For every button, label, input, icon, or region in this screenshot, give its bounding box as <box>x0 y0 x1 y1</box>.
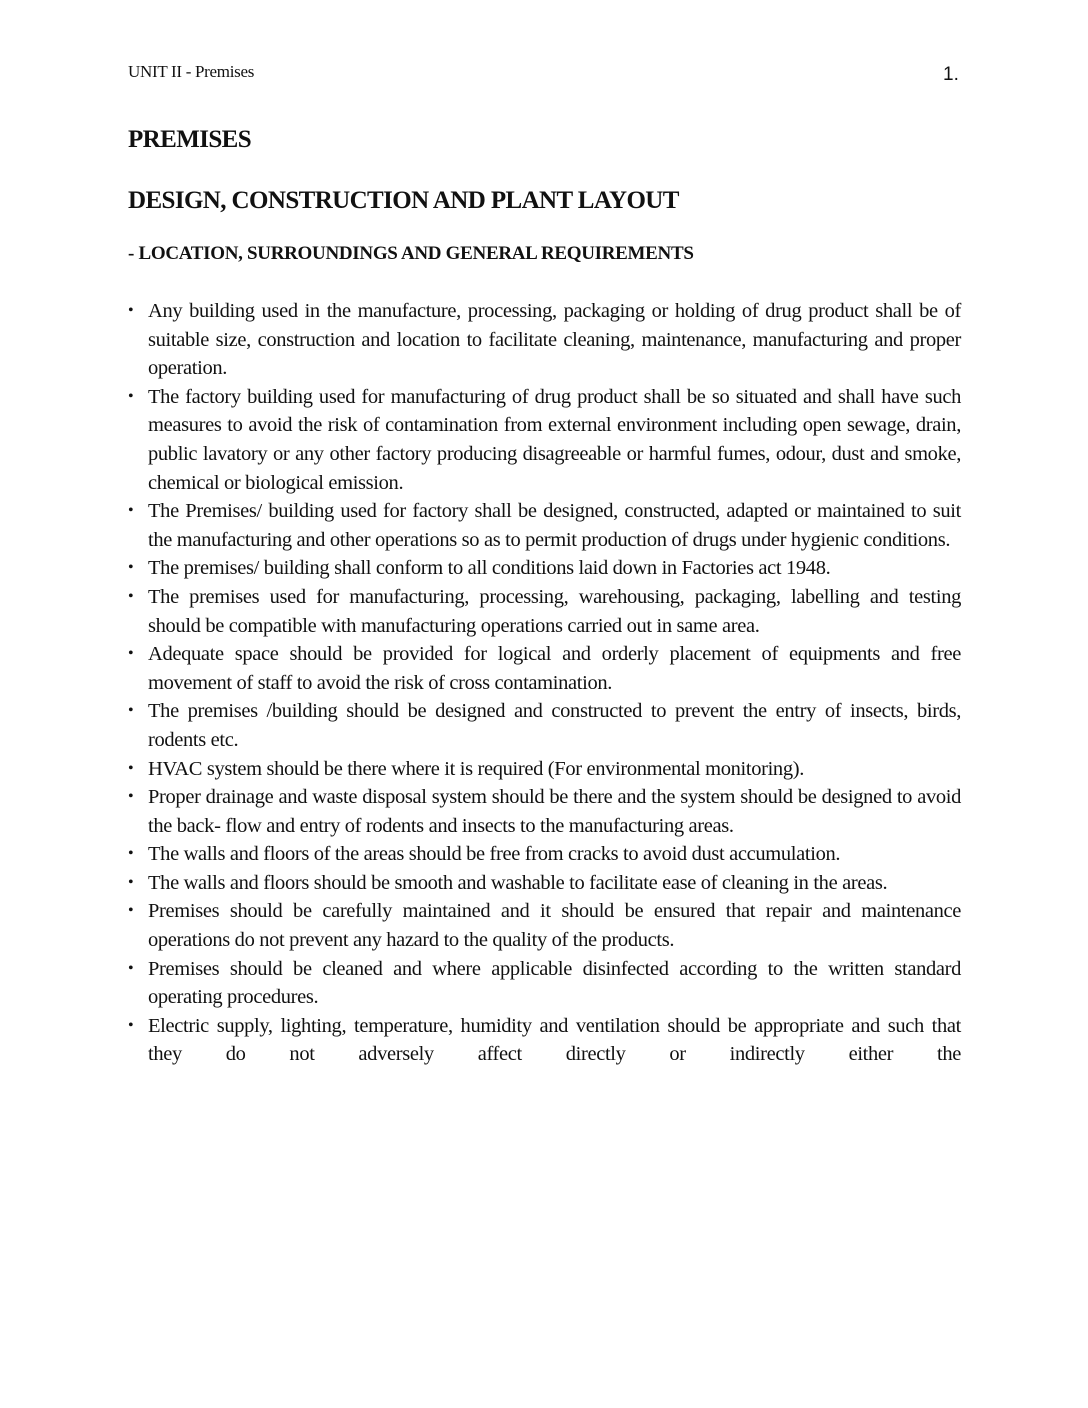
list-item-text: The factory building used for manufacturing of drug product shall be so situated and shall have such measures to avoid the risk of contamination from external environment including open sewage, drain, public lavatory or any other factory producing disagreeable or harmful fumes, odour, dust and smoke, chemical or biological emission. <box>148 385 961 494</box>
list-item <box>128 383 961 497</box>
bullet-icon: • <box>128 702 134 720</box>
bullet-icon: • <box>128 502 134 520</box>
bullet-icon: • <box>128 302 134 319</box>
bullet-icon: • <box>128 759 134 777</box>
list-item <box>128 783 961 840</box>
list-item-text: Proper drainage and waste disposal system should be there and the system should be designed to avoid the back- flow and entry of rodents and insects to the manufacturing areas. <box>148 786 961 837</box>
list-item <box>128 755 961 784</box>
list-item-text: Premises should be cleaned and where applicable disinfected according to the written standard operating procedures. <box>148 957 961 1009</box>
list-item <box>128 869 961 898</box>
list-item-text: The premises used for manufacturing, processing, warehousing, packaging, labelling and testing should be compatible with manufacturing operations carried out in same area. <box>148 585 961 637</box>
bullet-icon: • <box>128 645 134 663</box>
list-item <box>128 640 961 697</box>
list-item-text: Premises should be carefully maintained and it should be ensured that repair and maintenance operations do not prevent any hazard to the quality of the products. <box>148 900 961 952</box>
list-item-text: Electric supply, lighting, temperature, humidity and ventilation should be appropriate and such that they do not adversely affect directly or indirectly either the <box>148 1014 961 1066</box>
list-item-text: Any building used in the manufacture, processing, packaging or holding of drug product shall be of suitable size, construction and location to facilitate cleaning, maintenance, manufacturing and proper operation. <box>148 300 961 380</box>
list-item-text: The premises/ building shall conform to all conditions laid down in Factories act 1948. <box>148 557 831 580</box>
list-item <box>128 583 961 640</box>
bullet-icon: • <box>128 845 134 863</box>
bullet-icon: • <box>128 902 134 920</box>
running-title: UNIT II - Premises <box>128 62 255 81</box>
bullet-icon: • <box>128 1016 134 1034</box>
page-title: PREMISES <box>128 126 252 153</box>
page-number: 1. <box>943 64 959 85</box>
bullet-icon: • <box>128 873 134 891</box>
requirements-list <box>128 297 961 1069</box>
list-item-text: The premises /building should be designed and constructed to prevent the entry of insects, birds, rodents etc. <box>148 700 961 751</box>
bullet-icon: • <box>128 959 134 977</box>
list-item <box>128 554 961 583</box>
list-item-text: HVAC system should be there where it is required (For environmental monitoring). <box>148 757 804 780</box>
list-item <box>128 1012 961 1069</box>
section-heading: - LOCATION, SURROUNDINGS AND GENERAL REQUIREMENTS <box>128 243 694 264</box>
list-item <box>128 297 961 383</box>
list-item-text: The walls and floors should be smooth and washable to facilitate ease of cleaning in the areas. <box>148 871 888 894</box>
bullet-icon: • <box>128 587 134 605</box>
list-item <box>128 840 961 869</box>
bullet-icon: • <box>128 387 134 405</box>
list-item-text: Adequate space should be provided for logical and orderly placement of equipments and free movement of staff to avoid the risk of cross contamination. <box>148 643 961 694</box>
list-item-text: The Premises/ building used for factory shall be designed, constructed, adapted or maintained to suit the manufacturing and other operations so as to permit production of drugs under hygienic conditions. <box>148 500 961 551</box>
list-item <box>128 497 961 554</box>
list-item <box>128 697 961 754</box>
bullet-icon: • <box>128 559 134 577</box>
bullet-icon: • <box>128 788 134 806</box>
list-item-text: The walls and floors of the areas should be free from cracks to avoid dust accumulation. <box>148 843 841 866</box>
subtitle-heading: DESIGN, CONSTRUCTION AND PLANT LAYOUT <box>128 187 679 214</box>
list-item <box>128 897 961 954</box>
list-item <box>128 955 961 1012</box>
